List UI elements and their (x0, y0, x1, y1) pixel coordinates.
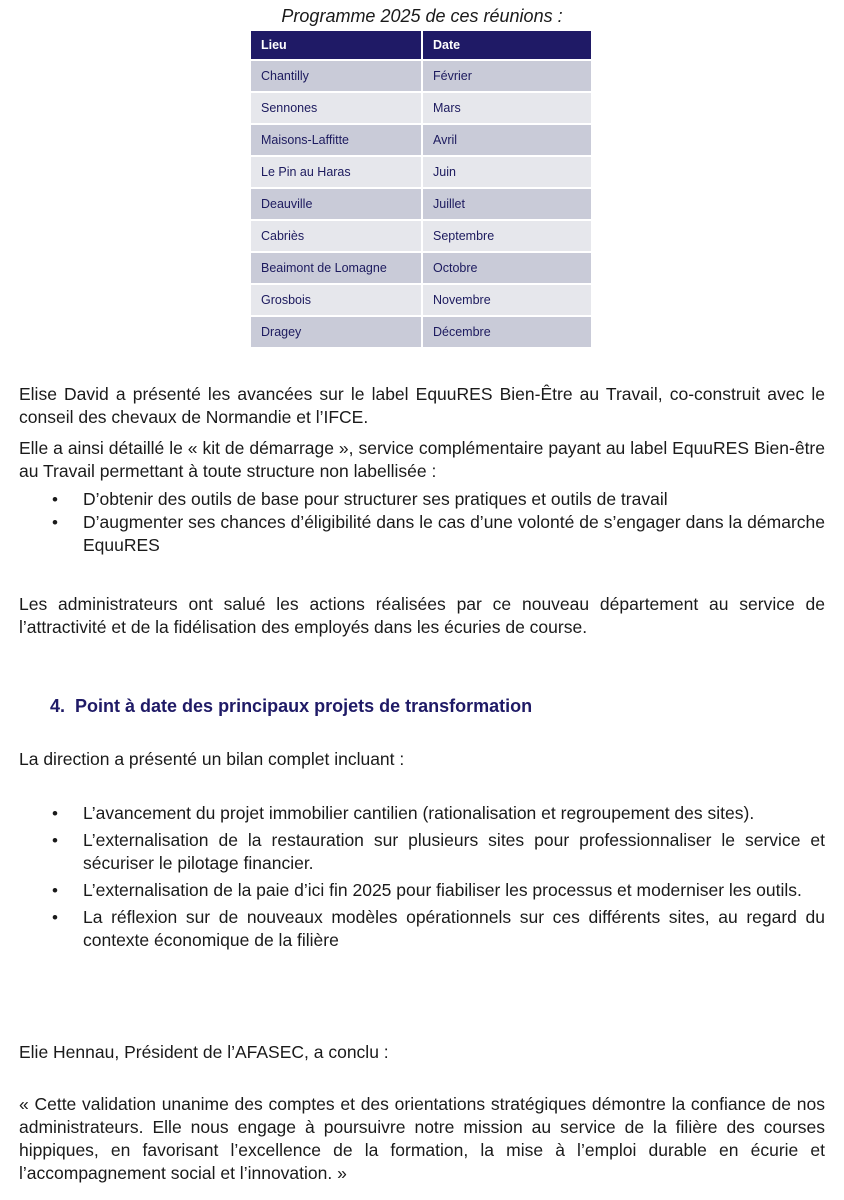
list-item (19, 829, 825, 875)
cell-lieu: Beaimont de Lomagne (251, 252, 422, 284)
bullet-icon: • (52, 513, 58, 532)
table-row (251, 284, 591, 316)
list-item-text: L’externalisation de la restauration sur plusieurs sites pour professionnaliser le service et sécuriser le pilotage financier. (83, 830, 825, 873)
paragraph-administrateurs: Les administrateurs ont salué les actions réalisées par ce nouveau département au service de l’attractivité et de la fidélisation des employés dans les écuries de course. (19, 594, 825, 637)
cell-lieu: Cabriès (251, 220, 422, 252)
bullet-icon: • (52, 881, 58, 900)
table-row (251, 252, 591, 284)
cell-date: Octobre (422, 252, 591, 284)
cell-lieu: Maisons-Laffitte (251, 124, 422, 156)
cell-lieu: Chantilly (251, 60, 422, 92)
list-item-text: D’obtenir des outils de base pour structurer ses pratiques et outils de travail (83, 489, 668, 509)
bullet-icon: • (52, 804, 58, 823)
column-header-date: Date (422, 31, 591, 60)
kit-benefits-list (19, 488, 825, 557)
list-item-text: L’externalisation de la paie d’ici fin 2025 pour fiabiliser les processus et moderniser les outils. (83, 880, 802, 900)
cell-lieu: Deauville (251, 188, 422, 220)
cell-date: Décembre (422, 316, 591, 347)
paragraph-equures-label: Elise David a présenté les avancées sur le label EquuRES Bien-Être au Travail, co-construit avec le conseil des chevaux de Normandie et l’IFCE. (19, 384, 825, 427)
list-item (19, 488, 825, 511)
cell-lieu: Le Pin au Haras (251, 156, 422, 188)
cell-date: Juillet (422, 188, 591, 220)
cell-date: Mars (422, 92, 591, 124)
cell-lieu: Dragey (251, 316, 422, 347)
section-heading-4 (50, 696, 532, 717)
table-row (251, 124, 591, 156)
table-row (251, 156, 591, 188)
table-row (251, 316, 591, 347)
column-header-lieu: Lieu (251, 31, 422, 60)
cell-date: Avril (422, 124, 591, 156)
list-item (19, 906, 825, 952)
closing-quote: « Cette validation unanime des comptes et des orientations stratégiques démontre la confiance de nos administrateurs. Elle nous engage à poursuivre notre mission au service de la filière des courses hippiques, en favorisant l’excellence de la formation, la mise à l’emploi durable en écurie et l’accompagnement social et l’innovation. » (19, 1094, 825, 1183)
cell-date: Février (422, 60, 591, 92)
list-item (19, 879, 825, 902)
table-row (251, 60, 591, 92)
transformation-projects-list (19, 802, 825, 956)
paragraph-bilan-intro: La direction a présenté un bilan complet incluant : (19, 749, 405, 769)
table-header-row (251, 31, 591, 60)
cell-date: Novembre (422, 284, 591, 316)
bullet-icon: • (52, 908, 58, 927)
cell-date: Juin (422, 156, 591, 188)
bullet-icon: • (52, 490, 58, 509)
table-row (251, 92, 591, 124)
list-item-text: D’augmenter ses chances d’éligibilité dans le cas d’une volonté de s’engager dans la démarche EquuRES (83, 512, 825, 555)
list-item-text: La réflexion sur de nouveaux modèles opérationnels sur ces différents sites, au regard du contexte économique de la filière (83, 907, 825, 950)
cell-lieu: Grosbois (251, 284, 422, 316)
table-caption: Programme 2025 de ces réunions : (281, 6, 563, 26)
section-title-text: Point à date des principaux projets de transformation (75, 696, 533, 716)
paragraph-kit-demarrage: Elle a ainsi détaillé le « kit de démarrage », service complémentaire payant au label EquuRES Bien-être au Travail permettant à toute structure non labellisée : (19, 438, 825, 481)
meetings-schedule-table (251, 31, 591, 347)
list-item (19, 511, 825, 557)
bullet-icon: • (52, 831, 58, 850)
cell-date: Septembre (422, 220, 591, 252)
cell-lieu: Sennones (251, 92, 422, 124)
paragraph-conclusion-intro: Elie Hennau, Président de l’AFASEC, a conclu : (19, 1042, 389, 1062)
list-item (19, 802, 825, 825)
section-number: 4. (50, 696, 66, 716)
table-row (251, 188, 591, 220)
list-item-text: L’avancement du projet immobilier cantilien (rationalisation et regroupement des sites). (83, 803, 755, 823)
table-row (251, 220, 591, 252)
